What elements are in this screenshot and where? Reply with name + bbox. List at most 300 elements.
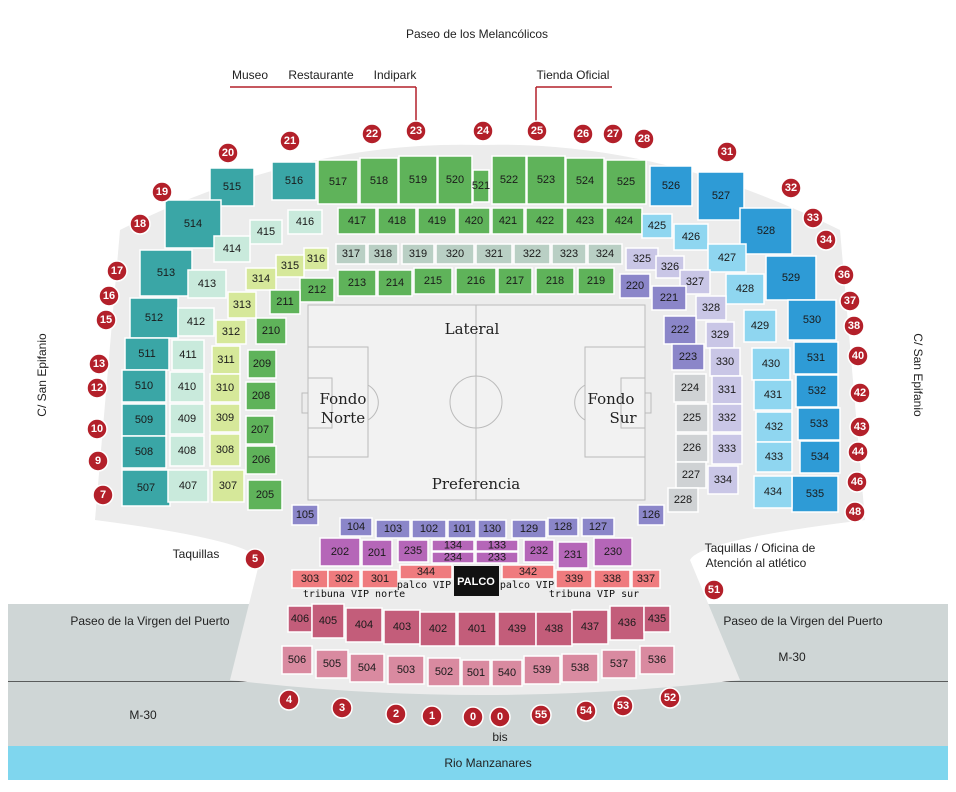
section-535[interactable] [792,476,838,512]
section-label: 207 [250,424,270,436]
gate-33-marker[interactable] [803,208,823,228]
gate-number: 25 [530,125,544,137]
section-label: 330 [715,356,735,368]
section-214[interactable] [378,270,412,296]
gate-number: 33 [806,212,820,224]
section-331[interactable] [712,376,742,404]
gate-number: 5 [251,553,259,565]
section-227[interactable] [676,462,706,488]
section-label: 413 [197,278,217,290]
section-308[interactable] [210,434,240,466]
palco-vip-label-right: palco VIP [499,580,555,591]
section-328[interactable] [696,296,726,320]
section-label: 412 [186,316,206,328]
section-417[interactable] [338,208,376,234]
gate-43-marker[interactable] [850,417,870,437]
gate-0-marker[interactable] [463,707,483,727]
section-312[interactable] [216,320,246,344]
section-label: 226 [682,442,702,454]
gate-number: 22 [365,128,379,140]
section-label: 538 [570,662,590,674]
section-404[interactable] [346,608,382,642]
section-523[interactable] [527,156,565,204]
gate-23-marker[interactable] [406,121,426,141]
section-419[interactable] [418,208,456,234]
gate-13-marker[interactable] [89,354,109,374]
section-424[interactable] [606,208,642,234]
section-label: 539 [532,664,552,676]
right-street-label: C/ San Epifanio [911,333,925,417]
section-405[interactable] [312,604,344,638]
section-label: 405 [318,615,338,627]
section-303[interactable] [292,570,328,588]
section-415[interactable] [250,220,282,244]
gate-37-marker[interactable] [840,291,860,311]
section-235[interactable] [398,540,428,562]
section-217[interactable] [498,268,532,294]
section-329[interactable] [706,322,734,348]
section-label: 514 [183,218,203,230]
m30-right-label: M-30 [778,650,806,664]
section-101[interactable] [448,520,476,538]
field-label-lateral: Lateral [444,320,500,338]
section-202[interactable] [320,538,360,566]
section-410[interactable] [170,372,204,402]
section-342[interactable] [502,565,554,579]
section-231[interactable] [558,542,588,568]
section-234[interactable] [432,552,474,564]
top-street-label: Paseo de los Melancólicos [405,27,549,41]
section-209[interactable] [248,350,276,378]
section-212[interactable] [300,278,334,302]
section-label: 319 [408,248,428,260]
section-506[interactable] [282,646,312,674]
section-401[interactable] [458,612,496,646]
section-218[interactable] [536,268,574,294]
section-label: 216 [466,275,486,287]
section-126[interactable] [638,505,664,525]
section-407[interactable] [168,470,208,502]
section-320[interactable] [436,244,474,264]
gate-5-marker[interactable] [245,549,265,569]
section-537[interactable] [602,650,636,678]
section-label: 303 [300,573,320,585]
gate-3-marker[interactable] [332,698,352,718]
paseo-left-label: Paseo de la Virgen del Puerto [70,614,230,628]
section-224[interactable] [674,374,706,402]
section-538[interactable] [562,654,598,682]
gate-55-marker[interactable] [531,705,551,725]
gate-36-marker[interactable] [834,265,854,285]
taquillas-oficina-label-1: Taquillas / Oficina de [704,541,816,555]
section-536[interactable] [640,646,674,674]
section-337[interactable] [632,570,660,588]
section-315[interactable] [276,255,304,277]
section-label: 434 [763,486,783,498]
gate-number: 51 [707,584,721,596]
section-528[interactable] [740,208,792,254]
paseo-right-label: Paseo de la Virgen del Puerto [723,614,883,628]
gate-7-marker[interactable] [93,485,113,505]
gate-number: 42 [853,387,867,399]
section-102[interactable] [412,520,446,538]
section-416[interactable] [288,210,322,234]
section-433[interactable] [756,442,792,472]
section-421[interactable] [492,208,524,234]
gate-19-marker[interactable] [152,182,172,202]
section-522[interactable] [492,156,526,204]
section-511[interactable] [125,338,169,370]
gate-number: 54 [579,705,593,717]
section-label: 414 [222,243,242,255]
gate-34-marker[interactable] [816,230,836,250]
section-503[interactable] [388,656,424,684]
m30-left-label: M-30 [129,708,157,722]
section-105[interactable] [292,505,318,525]
section-520[interactable] [438,156,472,204]
gate-32-marker[interactable] [781,178,801,198]
section-223[interactable] [672,344,704,370]
section-label: 431 [763,389,783,401]
field-label-fondo-sur-1: Fondo [587,390,635,408]
section-label: 520 [445,174,465,186]
section-429[interactable] [744,310,776,342]
gate-4-marker[interactable] [279,690,299,710]
section-label: 425 [647,220,667,232]
gate-22-marker[interactable] [362,124,382,144]
section-label: 536 [647,654,667,666]
section-205[interactable] [248,480,282,510]
section-524[interactable] [566,158,604,204]
section-510[interactable] [122,370,166,402]
section-324[interactable] [588,244,622,264]
section-label: 416 [295,216,315,228]
section-label: 535 [805,488,825,500]
section-226[interactable] [676,434,708,462]
section-213[interactable] [338,270,376,296]
section-207[interactable] [246,416,274,444]
section-507[interactable] [122,470,170,506]
section-221[interactable] [652,286,686,310]
section-321[interactable] [476,244,512,264]
gate-44-marker[interactable] [848,442,868,462]
section-333[interactable] [712,434,742,464]
section-label: 428 [735,283,755,295]
palco-vip-label-left: palco VIP [396,580,452,591]
section-318[interactable] [368,244,398,264]
section-233[interactable] [476,552,518,564]
section-532[interactable] [796,375,838,407]
section-label: 437 [580,621,600,633]
section-437[interactable] [572,610,608,644]
section-313[interactable] [228,292,256,318]
section-311[interactable] [212,346,240,374]
section-label: 522 [499,174,519,186]
section-130[interactable] [478,520,506,538]
section-label: 523 [536,174,556,186]
section-411[interactable] [172,340,204,370]
section-322[interactable] [514,244,550,264]
gate-21-marker[interactable] [280,131,300,151]
section-134[interactable] [432,540,474,552]
section-label: 334 [713,474,733,486]
section-label: 423 [575,215,595,227]
section-label: 408 [177,445,197,457]
section-325[interactable] [626,248,658,270]
section-211[interactable] [270,290,300,314]
gate-12-marker[interactable] [87,378,107,398]
gate-42-marker[interactable] [850,383,870,403]
section-514[interactable] [165,200,221,248]
section-344[interactable] [400,565,452,579]
section-label: 427 [717,252,737,264]
gate-48-marker[interactable] [845,502,865,522]
section-label: 228 [673,494,693,506]
section-label: 320 [445,248,465,260]
gate-2-marker[interactable] [386,704,406,724]
section-label: 233 [487,551,507,564]
section-432[interactable] [756,412,792,442]
gate-number: 31 [720,146,734,158]
section-501[interactable] [462,660,490,686]
section-133[interactable] [476,540,518,552]
section-527[interactable] [698,172,744,220]
section-129[interactable] [512,520,546,538]
gate-1-marker[interactable] [422,706,442,726]
section-label: 432 [764,421,784,433]
section-430[interactable] [752,348,790,380]
section-228[interactable] [668,488,698,512]
section-label: 422 [535,215,555,227]
gate-number: 26 [576,128,590,140]
section-518[interactable] [360,158,398,204]
section-438[interactable] [536,612,572,646]
section-403[interactable] [384,610,420,644]
section-428[interactable] [726,274,764,304]
gate-number: 44 [851,446,865,458]
section-label: 128 [553,521,573,533]
gate-16-marker[interactable] [99,286,119,306]
taquillas-label: Taquillas [172,547,220,561]
gate-0-marker[interactable] [490,707,510,727]
section-539[interactable] [524,656,560,684]
section-508[interactable] [122,436,166,468]
section-338[interactable] [594,570,630,588]
section-215[interactable] [414,268,452,294]
section-220[interactable] [620,274,650,298]
gate-17-marker[interactable] [107,261,127,281]
section-label: 510 [134,380,154,392]
section-526[interactable] [650,166,692,206]
gate-31-marker[interactable] [717,142,737,162]
section-431[interactable] [754,380,792,410]
gate-number: 24 [476,125,490,137]
section-label: 439 [507,623,527,635]
section-103[interactable] [376,520,410,538]
section-533[interactable] [798,408,840,440]
section-label: 537 [609,658,629,670]
gate-number: 37 [843,295,857,307]
gate-15-marker[interactable] [96,310,116,330]
gate-38-marker[interactable] [844,316,864,336]
section-435[interactable] [644,606,670,632]
gate-18-marker[interactable] [130,214,150,234]
gate-51-marker[interactable] [704,580,724,600]
section-label: 318 [373,248,393,260]
section-413[interactable] [188,270,226,298]
section-408[interactable] [170,436,204,466]
section-225[interactable] [676,404,708,432]
section-label: 321 [484,248,504,260]
section-420[interactable] [458,208,490,234]
section-302[interactable] [328,570,360,588]
section-426[interactable] [674,224,708,250]
section-317[interactable] [336,244,366,264]
section-label: 130 [482,523,502,535]
section-409[interactable] [170,404,204,434]
tribuna-vip-sur-label: tribuna VIP sur [548,589,640,600]
gate-number: 17 [110,265,124,277]
field-label-preferencia: Preferencia [431,475,521,493]
section-422[interactable] [526,208,564,234]
section-436[interactable] [610,606,644,640]
gate-number: 0 [469,711,477,723]
section-label: 540 [497,667,517,679]
gate-25-marker[interactable] [527,121,547,141]
section-label: 526 [661,180,681,192]
section-301[interactable] [362,570,398,588]
section-504[interactable] [350,654,384,682]
section-427[interactable] [708,244,746,272]
section-521[interactable] [472,170,490,202]
section-412[interactable] [178,308,214,336]
section-309[interactable] [210,404,240,432]
section-label: 435 [647,613,667,625]
gate-53-marker[interactable] [613,696,633,716]
section-216[interactable] [456,268,496,294]
section-502[interactable] [428,658,460,686]
section-206[interactable] [246,446,276,474]
section-334[interactable] [708,466,738,494]
section-505[interactable] [316,650,348,678]
section-512[interactable] [130,298,178,338]
section-219[interactable] [578,268,614,294]
section-label: 227 [681,469,701,481]
section-222[interactable] [664,316,696,344]
section-label: 429 [750,320,770,332]
section-104[interactable] [340,518,372,536]
section-232[interactable] [524,540,554,562]
section-540[interactable] [492,660,522,686]
section-425[interactable] [642,214,672,238]
section-314[interactable] [246,268,276,290]
gate-number: 1 [428,710,436,722]
section-label: 503 [396,664,416,676]
section-label: 220 [625,280,645,292]
section-208[interactable] [246,382,276,410]
section-201[interactable] [362,540,392,566]
gate-28-marker[interactable] [634,129,654,149]
gate-number: 13 [92,358,106,370]
gate-26-marker[interactable] [573,124,593,144]
section-label: 332 [717,412,737,424]
section-316[interactable] [304,248,328,270]
section-414[interactable] [214,236,250,262]
section-516[interactable] [272,162,316,200]
section-530[interactable] [788,300,836,340]
section-310[interactable] [210,374,240,402]
section-402[interactable] [420,612,456,646]
gate-number: 27 [606,128,620,140]
section-label: 406 [290,613,310,625]
gate-54-marker[interactable] [576,701,596,721]
section-label: 323 [559,248,579,260]
section-423[interactable] [566,208,604,234]
section-230[interactable] [594,538,632,566]
taquillas-oficina-label-2: Atención al atlético [705,556,807,570]
section-330[interactable] [710,348,740,376]
gate-number: 55 [534,709,548,721]
section-339[interactable] [556,570,592,588]
section-509[interactable] [122,404,166,436]
section-label: 214 [385,277,405,289]
section-439[interactable] [498,612,536,646]
gate-27-marker[interactable] [603,124,623,144]
section-label: 519 [408,174,428,186]
section-513[interactable] [140,250,192,296]
section-label: 331 [717,384,737,396]
section-label: 218 [545,275,565,287]
gate-46-marker[interactable] [847,472,867,492]
section-519[interactable] [399,156,437,204]
gate-number: 48 [848,506,862,518]
gate-20-marker[interactable] [218,143,238,163]
section-534[interactable] [800,441,840,473]
gate-24-marker[interactable] [473,121,493,141]
section-531[interactable] [794,342,838,374]
gate-number: 34 [819,234,833,246]
gate-52-marker[interactable] [660,688,680,708]
section-label: 407 [178,480,198,492]
section-332[interactable] [712,404,742,432]
section-307[interactable] [212,470,244,502]
gate-number: 10 [90,423,104,435]
section-323[interactable] [552,244,586,264]
section-label: 430 [761,358,781,370]
gate-number: 46 [850,476,864,488]
section-406[interactable] [288,606,312,632]
section-128[interactable] [548,518,578,536]
section-210[interactable] [256,318,286,344]
section-label: 505 [322,658,342,670]
gate-number: 36 [837,269,851,281]
section-434[interactable] [754,476,792,508]
section-label: 410 [177,381,197,393]
section-525[interactable] [606,160,646,204]
section-529[interactable] [766,256,816,300]
field-label-fondo-norte-1: Fondo [319,390,367,408]
gate-9-marker[interactable] [88,451,108,471]
section-label: 433 [764,451,784,463]
section-517[interactable] [318,160,358,204]
section-418[interactable] [378,208,416,234]
section-label: 525 [616,176,636,188]
gate-40-marker[interactable] [848,346,868,366]
gate-10-marker[interactable] [87,419,107,439]
section-127[interactable] [582,518,614,536]
section-319[interactable] [402,244,434,264]
section-label: 232 [529,545,549,557]
